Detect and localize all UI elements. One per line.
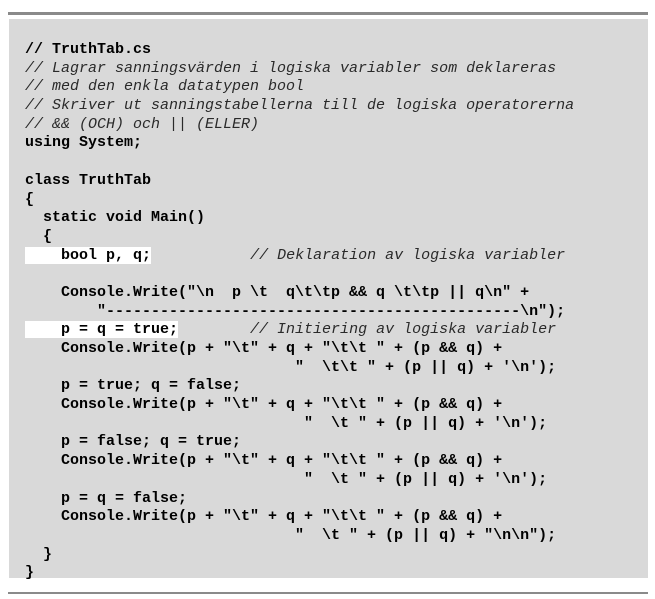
code-line (25, 490, 574, 509)
code-line (25, 172, 574, 191)
code-statement: } (25, 545, 53, 563)
code-statement: p = false; q = true; (25, 433, 242, 451)
code-line (25, 153, 574, 172)
bottom-rule (8, 592, 648, 594)
code-statement: "----------------------------------------------\n"); (25, 302, 566, 320)
code-comment: // Skriver ut sanningstabellerna till de logiska operatorerna (25, 97, 575, 115)
highlighted-code: p = q = true; (25, 321, 179, 339)
code-line (25, 321, 574, 340)
code-line (25, 564, 574, 583)
code-statement: " \t " + (p || q) + '\n'); (25, 414, 548, 432)
code-statement: { (25, 190, 35, 208)
code-line (25, 209, 574, 228)
code-statement: " \t\t " + (p || q) + '\n'); (25, 358, 557, 376)
code-line (25, 116, 574, 135)
code-line (25, 284, 574, 303)
code-statement: class TruthTab (25, 171, 152, 189)
highlighted-code: bool p, q; (25, 246, 152, 264)
code-comment: // med den enkla datatypen bool (25, 78, 305, 96)
code-statement: Console.Write(p + "\t" + q + "\t\t " + (p && q) + (25, 396, 503, 414)
code-line (25, 359, 574, 378)
code-statement: " \t " + (p || q) + '\n'); (25, 470, 548, 488)
code-line (25, 471, 574, 490)
code-line (25, 191, 574, 210)
code-statement: Console.Write(p + "\t" + q + "\t\t " + (p && q) + (25, 452, 503, 470)
code-spacing (178, 321, 250, 338)
code-statement: { (25, 227, 53, 245)
code-statement: Console.Write(p + "\t" + q + "\t\t " + (p && q) + (25, 340, 503, 357)
code-line (25, 452, 574, 471)
code-line (25, 340, 574, 359)
file-name-comment: // TruthTab.cs (25, 41, 152, 58)
code-statement: } (25, 564, 35, 582)
code-comment: // && (OCH) och || (ELLER) (25, 115, 260, 133)
code-line (25, 60, 574, 79)
code-statement: Console.Write("\n p \t q\t\tp && q \t\tp || q\n" + (25, 283, 530, 301)
code-statement: p = q = false; (25, 489, 188, 507)
code-line (25, 134, 574, 153)
code-line (25, 228, 574, 247)
code-line (25, 377, 574, 396)
code-line (25, 78, 574, 97)
code-line (25, 247, 574, 266)
code-statement: using System; (25, 134, 143, 152)
code-listing (25, 41, 574, 583)
code-line (25, 265, 574, 284)
code-line (25, 546, 574, 565)
code-line (25, 396, 574, 415)
code-statement: Console.Write(p + "\t" + q + "\t\t " + (p && q) + (25, 508, 503, 526)
code-spacing (151, 247, 250, 264)
inline-comment: // Deklaration av logiska variabler (250, 246, 566, 264)
code-line (25, 303, 574, 322)
code-line (25, 41, 574, 60)
code-listing-box (9, 19, 648, 582)
code-line (25, 97, 574, 116)
code-comment: // Lagrar sanningsvärden i logiska variabler som deklareras (25, 59, 557, 77)
code-statement: " \t " + (p || q) + "\n\n"); (25, 526, 557, 544)
code-line (25, 433, 574, 452)
code-line (25, 527, 574, 546)
top-rule (8, 12, 648, 15)
inline-comment: // Initiering av logiska variabler (250, 321, 557, 339)
code-statement: p = true; q = false; (25, 377, 242, 395)
code-line (25, 508, 574, 527)
code-line (25, 415, 574, 434)
code-statement: static void Main() (25, 209, 206, 227)
